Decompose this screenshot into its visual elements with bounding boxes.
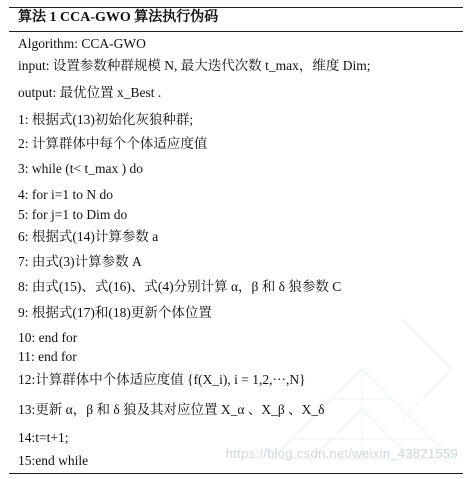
step-3: 3: while (t< t_max ) do xyxy=(18,161,143,176)
top-rule xyxy=(9,7,463,8)
step-13: 13:更新 α，β 和 δ 狼及其对应位置 X_α 、X_β 、X_δ xyxy=(18,402,325,417)
step-10: 10: end for xyxy=(18,330,78,345)
step-6: 6: 根据式(14)计算参数 a xyxy=(18,229,159,244)
watermark-url: https://blog.csdn.net/weixin_43821559 xyxy=(225,446,458,461)
step-11: 11: end for xyxy=(18,349,77,364)
step-8: 8: 由式(15)、式(16)、式(4)分别计算 α，β 和 δ 狼参数 C xyxy=(18,279,342,294)
step-5: 5: for j=1 to Dim do xyxy=(18,207,128,222)
step-9: 9: 根据式(17)和(18)更新个体位置 xyxy=(18,305,212,320)
step-15: 15:end while xyxy=(18,453,89,468)
step-14: 14:t=t+1; xyxy=(18,430,69,445)
step-2: 2: 计算群体中每个个体适应度值 xyxy=(18,136,208,151)
input-line: input: 设置参数种群规模 N, 最大迭代次数 t_max，维度 Dim; xyxy=(18,58,371,73)
algorithm-title: 算法 1 CCA-GWO 算法执行伪码 xyxy=(18,10,219,25)
output-line: output: 最优位置 x_Best . xyxy=(18,85,162,100)
step-1: 1: 根据式(13)初始化灰狼种群; xyxy=(18,112,194,127)
step-7: 7: 由式(3)计算参数 A xyxy=(18,254,142,269)
bottom-rule xyxy=(9,473,463,474)
title-rule xyxy=(9,31,463,32)
step-4: 4: for i=1 to N do xyxy=(18,187,113,202)
algorithm-line: Algorithm: CCA-GWO xyxy=(18,36,146,51)
step-12: 12:计算群体中个体适应度值 {f(X_i), i = 1,2,···,N} xyxy=(18,372,306,387)
